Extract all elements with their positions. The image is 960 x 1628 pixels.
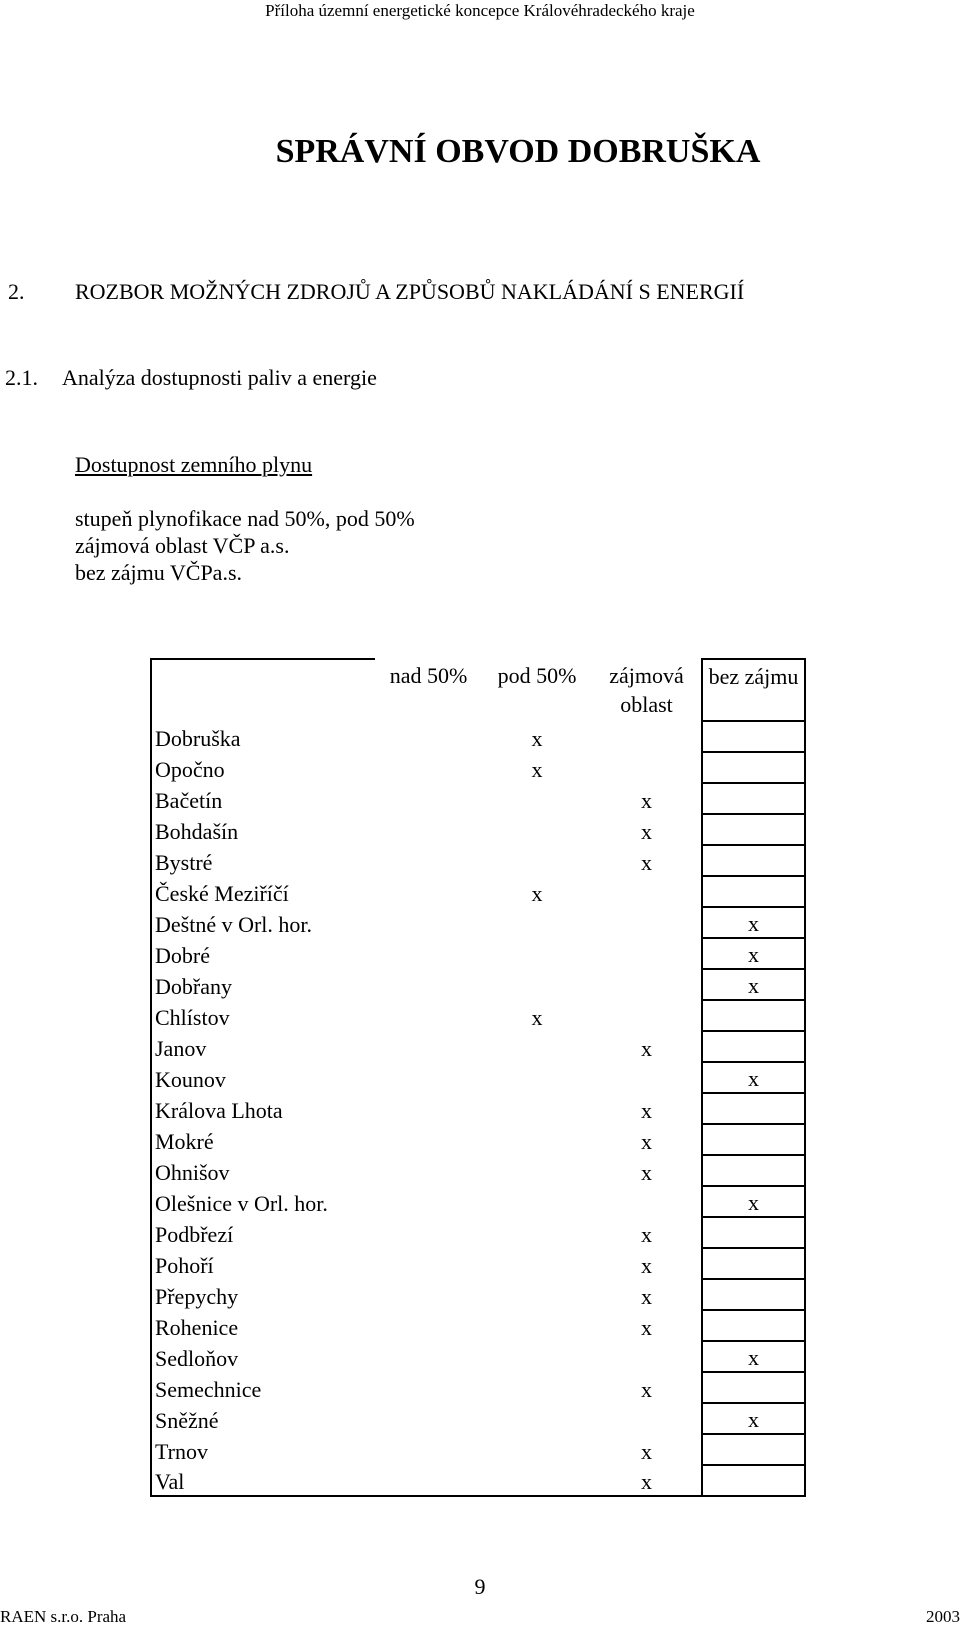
mark-cell xyxy=(375,1093,482,1124)
table-row xyxy=(151,1000,805,1031)
mark-cell xyxy=(702,1465,805,1496)
mark-cell xyxy=(592,1403,702,1434)
mark-cell xyxy=(375,1000,482,1031)
municipality-name: České Meziříčí xyxy=(151,876,375,907)
municipality-name: Kounov xyxy=(151,1062,375,1093)
table-row xyxy=(151,1434,805,1465)
mark-cell xyxy=(482,1248,592,1279)
mark-cell xyxy=(482,1217,592,1248)
mark-cell xyxy=(482,1341,592,1372)
table-row xyxy=(151,938,805,969)
mark-cell xyxy=(592,1341,702,1372)
municipality-name: Dobřany xyxy=(151,969,375,1000)
mark-cell xyxy=(592,969,702,1000)
mark-cell xyxy=(592,938,702,969)
mark-cell xyxy=(375,814,482,845)
mark-cell xyxy=(375,752,482,783)
mark-x: x xyxy=(641,850,652,875)
mark-x: x xyxy=(702,907,805,938)
table-row xyxy=(151,969,805,1000)
municipality-name: Bohdašín xyxy=(151,814,375,845)
column-header: pod 50% xyxy=(497,663,577,688)
mark-x: x xyxy=(702,1186,805,1217)
mark-cell xyxy=(482,1031,592,1062)
municipality-name: Val xyxy=(151,1465,375,1496)
mark-cell xyxy=(702,1248,805,1279)
mark-cell xyxy=(375,1186,482,1217)
table-row xyxy=(151,1310,805,1341)
mark-x: x xyxy=(641,1129,652,1154)
mark-cell xyxy=(375,938,482,969)
mark-x: x xyxy=(702,1062,805,1093)
mark-cell xyxy=(375,1062,482,1093)
mark-cell xyxy=(482,845,592,876)
municipality-name: Olešnice v Orl. hor. xyxy=(151,1186,375,1217)
table-row xyxy=(151,1341,805,1372)
table-row xyxy=(151,1403,805,1434)
mark-cell xyxy=(482,783,592,814)
mark-cell xyxy=(482,1062,592,1093)
mark-cell xyxy=(375,1465,482,1496)
page-number: 9 xyxy=(474,1574,486,1599)
mark-cell xyxy=(375,1031,482,1062)
mark-cell xyxy=(375,1248,482,1279)
mark-cell xyxy=(375,721,482,752)
table-row xyxy=(151,1124,805,1155)
page-title: SPRÁVNÍ OBVOD DOBRUŠKA xyxy=(275,133,761,170)
mark-x: x xyxy=(702,1403,805,1434)
mark-x: x xyxy=(702,969,805,1000)
table-row xyxy=(151,1248,805,1279)
legend-line: bez zájmu VČPa.s. xyxy=(75,560,243,585)
mark-cell xyxy=(482,1403,592,1434)
table-row xyxy=(151,1031,805,1062)
mark-cell xyxy=(482,1279,592,1310)
mark-cell xyxy=(482,1186,592,1217)
mark-x: x xyxy=(641,1036,652,1061)
section-number: 2. xyxy=(8,279,25,304)
mark-cell xyxy=(375,1217,482,1248)
municipality-name: Sedloňov xyxy=(151,1341,375,1372)
mark-x: x xyxy=(702,938,805,969)
municipality-name: Podbřezí xyxy=(151,1217,375,1248)
mark-cell xyxy=(702,876,805,907)
mark-cell xyxy=(375,1124,482,1155)
mark-x: x xyxy=(641,1377,652,1402)
mark-x: x xyxy=(641,788,652,813)
table-row xyxy=(151,1465,805,1496)
mark-cell xyxy=(592,907,702,938)
municipality-name: Chlístov xyxy=(151,1000,375,1031)
column-header: nad 50% xyxy=(389,663,468,688)
mark-cell xyxy=(592,876,702,907)
mark-x: x xyxy=(592,1465,702,1496)
mark-cell xyxy=(592,752,702,783)
table-row xyxy=(151,845,805,876)
footer-year: 2003 xyxy=(926,1607,960,1626)
column-header: zájmová oblast xyxy=(609,663,684,717)
gas-availability-table xyxy=(150,658,806,1497)
mark-cell xyxy=(375,969,482,1000)
municipality-name: Trnov xyxy=(151,1434,375,1465)
mark-cell xyxy=(702,721,805,752)
mark-x: x xyxy=(641,1315,652,1340)
table-header-row xyxy=(151,659,805,721)
municipality-name: Pohoří xyxy=(151,1248,375,1279)
subsection-heading xyxy=(5,363,377,393)
mark-cell xyxy=(482,1155,592,1186)
mark-x: x xyxy=(531,757,543,782)
mark-cell xyxy=(375,1403,482,1434)
mark-cell xyxy=(482,969,592,1000)
mark-cell xyxy=(592,721,702,752)
table-row xyxy=(151,1062,805,1093)
mark-cell xyxy=(702,845,805,876)
mark-x: x xyxy=(641,1222,652,1247)
mark-cell xyxy=(702,783,805,814)
mark-cell xyxy=(375,1279,482,1310)
mark-cell xyxy=(702,1093,805,1124)
footer-company: RAEN s.r.o. Praha xyxy=(0,1607,127,1626)
municipality-name: Ohnišov xyxy=(151,1155,375,1186)
section-heading xyxy=(8,277,744,307)
subsection-title: Analýza dostupnosti paliv a energie xyxy=(62,365,377,390)
mark-cell xyxy=(702,1279,805,1310)
municipality-name: Janov xyxy=(151,1031,375,1062)
mark-cell xyxy=(702,1310,805,1341)
mark-cell xyxy=(375,1372,482,1403)
table-row xyxy=(151,1279,805,1310)
municipality-name: Bačetín xyxy=(151,783,375,814)
mark-x: x xyxy=(641,819,652,844)
section-title: ROZBOR MOŽNÝCH ZDROJŮ A ZPŮSOBŮ NAKLÁDÁNÍ S ENERGIÍ xyxy=(75,279,745,304)
table-row xyxy=(151,783,805,814)
mark-cell xyxy=(702,1031,805,1062)
mark-cell xyxy=(482,1465,592,1496)
mark-cell xyxy=(482,1372,592,1403)
mark-cell xyxy=(482,814,592,845)
mark-cell xyxy=(702,1155,805,1186)
mark-x: x xyxy=(531,726,543,751)
subsection-number: 2.1. xyxy=(5,365,38,390)
municipality-name: Dobruška xyxy=(151,721,375,752)
municipality-name: Semechnice xyxy=(151,1372,375,1403)
legend-line: zájmová oblast VČP a.s. xyxy=(75,533,290,558)
mark-x: x xyxy=(641,1284,652,1309)
mark-cell xyxy=(375,1310,482,1341)
mark-cell xyxy=(375,845,482,876)
table-row xyxy=(151,1093,805,1124)
header-blank-cell xyxy=(151,659,375,721)
mark-cell xyxy=(482,938,592,969)
mark-cell xyxy=(482,1124,592,1155)
municipality-name: Králova Lhota xyxy=(151,1093,375,1124)
municipality-name: Dobré xyxy=(151,938,375,969)
table-row xyxy=(151,1217,805,1248)
mark-x: x xyxy=(531,881,543,906)
mark-x: x xyxy=(641,1160,652,1185)
mark-cell xyxy=(592,1186,702,1217)
legend-line: stupeň plynofikace nad 50%, pod 50% xyxy=(75,506,415,531)
mark-cell xyxy=(375,1341,482,1372)
mark-cell xyxy=(482,1093,592,1124)
table-row xyxy=(151,1155,805,1186)
subheading: Dostupnost zemního plynu xyxy=(75,452,313,477)
table-row xyxy=(151,814,805,845)
table-row xyxy=(151,876,805,907)
municipality-name: Deštné v Orl. hor. xyxy=(151,907,375,938)
mark-cell xyxy=(482,907,592,938)
mark-x: x xyxy=(641,1098,652,1123)
column-header: bez zájmu xyxy=(702,659,805,721)
table-row xyxy=(151,752,805,783)
mark-cell xyxy=(375,783,482,814)
mark-cell xyxy=(592,1000,702,1031)
table-row xyxy=(151,1372,805,1403)
mark-x: x xyxy=(641,1439,652,1464)
mark-x: x xyxy=(641,1253,652,1278)
municipality-name: Mokré xyxy=(151,1124,375,1155)
mark-cell xyxy=(702,814,805,845)
mark-cell xyxy=(375,1155,482,1186)
mark-cell xyxy=(482,1434,592,1465)
page-header: Příloha územní energetické koncepce Královéhradeckého kraje xyxy=(265,1,695,20)
table-row xyxy=(151,907,805,938)
mark-cell xyxy=(702,1372,805,1403)
municipality-name: Rohenice xyxy=(151,1310,375,1341)
mark-x: x xyxy=(531,1005,543,1030)
mark-cell xyxy=(702,1000,805,1031)
municipality-name: Přepychy xyxy=(151,1279,375,1310)
mark-cell xyxy=(702,1434,805,1465)
mark-cell xyxy=(702,1124,805,1155)
municipality-name: Bystré xyxy=(151,845,375,876)
mark-cell xyxy=(375,907,482,938)
mark-cell xyxy=(592,1062,702,1093)
mark-cell xyxy=(482,1310,592,1341)
mark-cell xyxy=(702,1217,805,1248)
legend-lines xyxy=(75,505,415,586)
table-row xyxy=(151,721,805,752)
mark-cell xyxy=(375,876,482,907)
municipality-name: Sněžné xyxy=(151,1403,375,1434)
mark-x: x xyxy=(702,1341,805,1372)
municipality-name: Opočno xyxy=(151,752,375,783)
mark-cell xyxy=(702,752,805,783)
table-row xyxy=(151,1186,805,1217)
mark-cell xyxy=(375,1434,482,1465)
